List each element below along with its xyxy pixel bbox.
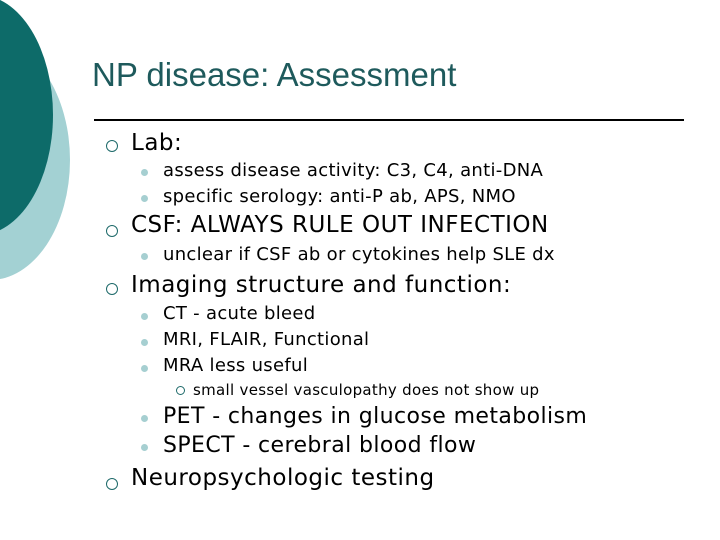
- dot-bullet-icon: [141, 169, 148, 176]
- bullet-level2-mri: MRI, FLAIR, Functional: [163, 329, 370, 350]
- ring-bullet-icon: [106, 140, 118, 152]
- ring-bullet-icon: [176, 386, 185, 395]
- slide-title: NP disease: Assessment: [92, 56, 457, 93]
- dot-bullet-icon: [141, 339, 148, 346]
- bullet-level2-ct: CT - acute bleed: [163, 303, 316, 324]
- dot-bullet-icon: [141, 365, 148, 372]
- ring-bullet-icon: [106, 478, 118, 490]
- dot-bullet-icon: [141, 415, 148, 422]
- bullet-level2-mra: MRA less useful: [163, 355, 309, 376]
- bullet-level2-disease-activity: assess disease activity: C3, C4, anti-DNA: [163, 160, 544, 181]
- bullet-level2-csf-antibodies: unclear if CSF ab or cytokines help SLE dx: [163, 244, 555, 265]
- bullet-level1-imaging: Imaging structure and function:: [131, 272, 512, 298]
- bullet-level3-small-vessel: small vessel vasculopathy does not show up: [193, 381, 540, 399]
- dot-bullet-icon: [141, 195, 148, 202]
- bullet-level2-spect: SPECT - cerebral blood flow: [163, 433, 477, 458]
- bullet-level1-neuropsych: Neuropsychologic testing: [131, 465, 435, 491]
- dot-bullet-icon: [141, 313, 148, 320]
- bullet-level1-csf: CSF: ALWAYS RULE OUT INFECTION: [131, 212, 549, 238]
- dot-bullet-icon: [141, 253, 148, 260]
- bullet-level2-specific-serology: specific serology: anti-P ab, APS, NMO: [163, 186, 516, 207]
- ring-bullet-icon: [106, 283, 118, 295]
- dot-bullet-icon: [141, 444, 148, 451]
- bullet-level1-lab: Lab:: [131, 130, 183, 156]
- ring-bullet-icon: [106, 225, 118, 237]
- bullet-level2-pet: PET - changes in glucose metabolism: [163, 404, 588, 429]
- title-underline: [94, 119, 684, 121]
